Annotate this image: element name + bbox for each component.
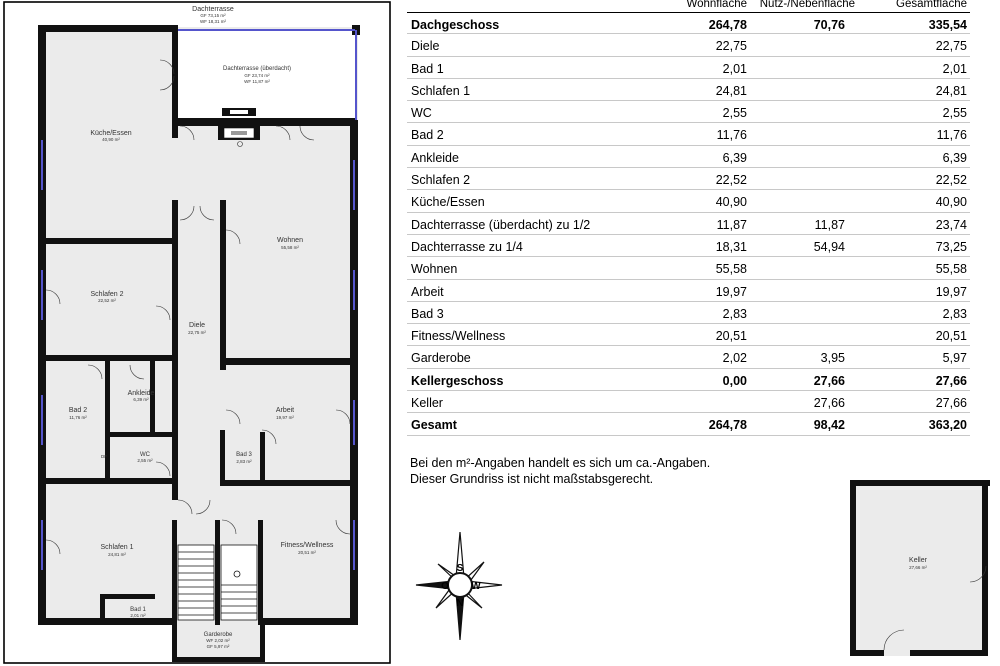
area-dachterrasse-gf: GF 73,15 m² — [200, 13, 226, 18]
cell-wohnflaeche: 0,00 — [722, 373, 747, 388]
compass-n: N — [456, 598, 464, 609]
cell-room-name: Keller — [411, 396, 443, 411]
cell-room-name: Küche/Essen — [411, 195, 485, 210]
area-schlafen2: 22,52 m² — [98, 298, 116, 303]
label-bad2: Bad 2 — [68, 407, 88, 414]
cell-gesamtflaeche: 40,90 — [935, 195, 967, 210]
cell-gesamtflaeche: 23,74 — [935, 217, 967, 232]
note-line-2: Dieser Grundriss ist nicht maßstabsgerecht. — [410, 472, 654, 486]
table-row — [407, 369, 970, 391]
cell-gesamtflaeche: 363,20 — [928, 418, 967, 433]
table-row — [407, 57, 970, 79]
table-row — [407, 413, 970, 435]
table-row — [407, 12, 970, 34]
cell-gesamtflaeche: 24,81 — [935, 83, 967, 98]
table-row — [407, 346, 970, 368]
cell-gesamtflaeche: 22,75 — [935, 39, 967, 54]
table-row — [407, 146, 970, 168]
table-row — [407, 168, 970, 190]
cell-gesamtflaeche: 19,97 — [935, 284, 967, 299]
area-kueche: 40,90 m² — [102, 137, 120, 142]
area-dachterrasse-ueberdacht-wf: WF 11,87 m² — [244, 79, 270, 84]
cell-gesamtflaeche: 6,39 — [942, 150, 967, 165]
cell-wohnflaeche: 19,97 — [715, 284, 747, 299]
cell-gesamtflaeche: 55,58 — [935, 262, 967, 277]
cell-room-name: Bad 3 — [411, 306, 444, 321]
table-row — [407, 391, 970, 413]
area-wc: 2,55 m² — [137, 458, 153, 463]
cell-wohnflaeche: 40,90 — [715, 195, 747, 210]
header-gesamtflaeche: Gesamtfläche — [896, 0, 967, 10]
area-arbeit: 19,97 m² — [276, 415, 294, 420]
area-bad2: 11,76 m² — [69, 415, 87, 420]
label-fitness: Fitness/Wellness — [280, 542, 334, 549]
cell-nutzflaeche: 98,42 — [813, 418, 845, 433]
note-line-1: Bei den m²-Angaben handelt es sich um ca.-Angaben. — [410, 456, 711, 470]
label-diele: Diele — [189, 322, 205, 329]
cell-wohnflaeche: 2,01 — [722, 61, 747, 76]
header-nutzflaeche: Nutz-/Nebenfläche — [759, 0, 855, 10]
label-wc: WC — [140, 452, 150, 458]
cell-gesamtflaeche: 22,52 — [935, 173, 967, 188]
area-bad3: 2,83 m² — [236, 459, 252, 464]
cell-room-name: Bad 1 — [411, 61, 444, 76]
cell-room-name: Schlafen 2 — [411, 173, 471, 188]
label-dachterrasse: Dachterrasse — [192, 6, 234, 13]
area-table — [407, 0, 970, 436]
disclaimer-notes — [410, 455, 710, 487]
label-wohnen: Wohnen — [277, 237, 303, 244]
cell-room-name: Bad 2 — [411, 128, 444, 143]
area-keller: 27,66 m² — [909, 565, 927, 570]
cellar-plan — [846, 478, 996, 663]
area-ankleide: 6,39 m² — [133, 397, 149, 402]
table-row — [407, 34, 970, 56]
label-bad3: Bad 3 — [236, 452, 252, 458]
cell-gesamtflaeche: 73,25 — [935, 239, 967, 254]
label-schlafen2: Schlafen 2 — [90, 291, 124, 298]
label-bad1: Bad 1 — [130, 607, 146, 613]
cell-wohnflaeche: 22,52 — [715, 173, 747, 188]
cell-room-name: Kellergeschoss — [411, 373, 504, 388]
cell-wohnflaeche: 264,78 — [708, 18, 747, 32]
cell-wohnflaeche: 6,39 — [722, 150, 747, 165]
cell-wohnflaeche: 2,55 — [722, 106, 747, 121]
cell-room-name: Dachterrasse (überdacht) zu 1/2 — [411, 217, 591, 232]
cell-gesamtflaeche: 5,97 — [942, 351, 967, 366]
cell-wohnflaeche: 11,76 — [716, 128, 747, 143]
compass-w: W — [471, 581, 481, 592]
cell-wohnflaeche: 2,02 — [722, 351, 747, 366]
cell-gesamtflaeche: 20,51 — [935, 329, 967, 344]
cell-room-name: WC — [411, 106, 432, 121]
label-keller: Keller — [909, 557, 927, 564]
area-wohnen: 55,58 m² — [281, 245, 299, 250]
cell-room-name: Dachgeschoss — [411, 18, 500, 32]
table-row — [407, 213, 970, 235]
cell-room-name: Wohnen — [411, 262, 458, 277]
cell-gesamtflaeche: 2,55 — [942, 106, 967, 121]
label-kueche: Küche/Essen — [90, 130, 132, 137]
table-row — [407, 123, 970, 145]
cell-room-name: Schlafen 1 — [411, 83, 471, 98]
cell-room-name: Arbeit — [411, 284, 444, 299]
cell-nutzflaeche: 11,87 — [814, 217, 845, 232]
cell-gesamtflaeche: 27,66 — [935, 373, 967, 388]
table-row — [407, 280, 970, 302]
floor-plan-dachgeschoss — [0, 0, 400, 666]
label-garderobe: Garderobe — [203, 632, 233, 638]
label-df: DF — [101, 454, 107, 459]
area-dachterrasse-wf: WF 18,31 m² — [199, 19, 227, 24]
cell-wohnflaeche: 20,51 — [715, 329, 747, 344]
area-bad1: 2,01 m² — [130, 613, 146, 618]
label-ankleide: Ankleide — [127, 390, 155, 397]
cell-room-name: Diele — [411, 39, 440, 54]
cell-wohnflaeche: 264,78 — [708, 418, 747, 433]
cell-gesamtflaeche: 27,66 — [935, 396, 967, 411]
label-dachterrasse-ueberdacht: Dachterrasse (überdacht) — [222, 66, 292, 72]
area-garderobe-wf: WF 2,02 m² — [206, 638, 230, 643]
cell-nutzflaeche: 27,66 — [813, 373, 845, 388]
compass-rose-icon — [410, 522, 510, 644]
cell-room-name: Fitness/Wellness — [411, 329, 506, 344]
table-row — [407, 101, 970, 123]
cell-gesamtflaeche: 335,54 — [928, 18, 967, 32]
table-row — [407, 302, 970, 324]
cell-nutzflaeche: 27,66 — [813, 396, 845, 411]
cell-room-name: Garderobe — [411, 351, 471, 366]
table-row — [407, 257, 970, 279]
cell-wohnflaeche: 22,75 — [715, 39, 747, 54]
cell-room-name: Gesamt — [411, 418, 457, 433]
table-row — [407, 235, 970, 257]
area-garderobe-gf: GF 5,97 m² — [206, 644, 230, 649]
area-dachterrasse-ueberdacht-gf: GF 23,74 m² — [244, 73, 270, 78]
cell-nutzflaeche: 54,94 — [813, 239, 845, 254]
cell-wohnflaeche: 2,83 — [722, 306, 747, 321]
table-header — [407, 0, 970, 12]
area-schlafen1: 24,81 m² — [108, 552, 126, 557]
compass-s: S — [456, 563, 464, 574]
label-schlafen1: Schlafen 1 — [100, 544, 134, 551]
cell-gesamtflaeche: 2,01 — [942, 61, 967, 76]
cell-gesamtflaeche: 11,76 — [936, 128, 967, 143]
table-row — [407, 190, 970, 212]
cell-wohnflaeche: 11,87 — [716, 217, 747, 232]
table-row — [407, 324, 970, 346]
cell-nutzflaeche: 3,95 — [820, 351, 845, 366]
cell-room-name: Ankleide — [411, 150, 459, 165]
cell-nutzflaeche: 70,76 — [813, 18, 845, 32]
cell-gesamtflaeche: 2,83 — [942, 306, 967, 321]
cell-wohnflaeche: 18,31 — [715, 239, 747, 254]
label-arbeit: Arbeit — [275, 407, 295, 414]
area-fitness: 20,51 m² — [298, 550, 316, 555]
table-body — [407, 12, 970, 436]
compass-o: O — [441, 581, 449, 592]
cell-room-name: Dachterrasse zu 1/4 — [411, 239, 523, 254]
header-wohnflaeche: Wohnfläche — [686, 0, 747, 10]
cell-wohnflaeche: 55,58 — [715, 262, 747, 277]
area-diele: 22,75 m² — [188, 330, 206, 335]
cell-wohnflaeche: 24,81 — [715, 83, 747, 98]
table-row — [407, 79, 970, 101]
